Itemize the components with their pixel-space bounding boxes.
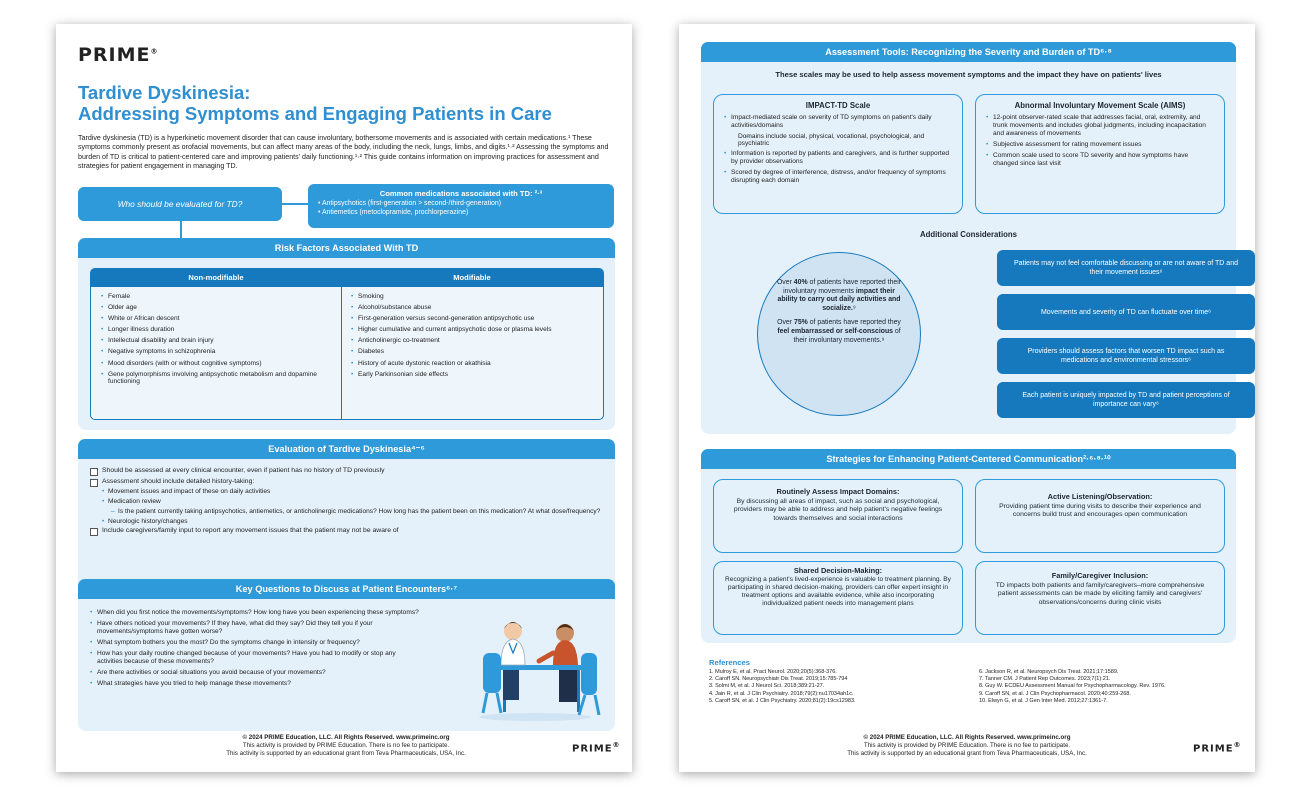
modifiable-list	[351, 293, 591, 382]
stat-text: of their involuntary movements.⁹	[793, 327, 901, 344]
aims-box	[975, 94, 1225, 214]
assessment-subtitle: These scales may be used to help assess movement symptoms and the impact they have on patients' lives	[775, 70, 1162, 79]
assessment-tools-header: Assessment Tools: Recognizing the Severity and Burden of TD⁶·⁸	[701, 42, 1236, 62]
evaluation-header: Evaluation of Tardive Dyskinesia⁴⁻⁶	[78, 439, 615, 459]
risk-factors-header: Risk Factors Associated With TD	[78, 238, 615, 258]
intro-paragraph: Tardive dyskinesia (TD) is a hyperkinetic movement disorder that can cause involuntary, bothersome movements and is associated with certain medications.¹ These symptoms commonly present as orofacial movements, but can affect many areas of the body, including the neck, lungs, limbs, and digits.¹·² Assessing the symptoms and burden of TD is critical to patient-centered care and improving patients' daily functioning.¹·² This guide contains information on improving practices for assessment and strategies for patient engagement in managing TD.	[78, 134, 609, 171]
strategies-header: Strategies for Enhancing Patient-Centered Communication²·⁶·⁸·¹⁰	[701, 449, 1236, 469]
reference-item: 10. Elwyn G, et al. J Gen Inter Med. 2012;27:1361-7.	[979, 697, 1108, 704]
reference-item: 2. Caroff SN. Neuropsychiatr Dis Treat. 2019;15:785-794	[709, 676, 848, 683]
additional-considerations-title: Additional Considerations	[919, 230, 1018, 239]
stat-text: Over	[777, 319, 794, 327]
question-item: • When did you first notice the movements/symptoms? How long have you been experiencing these symptoms?	[90, 609, 490, 617]
key-questions-header: Key Questions to Discuss at Patient Encounters⁶·⁷	[78, 579, 615, 599]
list-item: • Gene polymorphisms involving antipsychotic metabolism and dopamine functioning	[101, 371, 337, 387]
question-item: • Are there activities or social situations you avoid because of your movements?	[90, 669, 490, 677]
list-item: • Mood disorders (with or without cognitive symptoms)	[101, 360, 337, 368]
stat-emphasis: feel embarrassed or self-conscious	[777, 327, 893, 335]
checklist-item: Include caregivers/family input to report any movement issues that the patient may not be aware of	[90, 527, 605, 535]
strategy-title: Shared Decision-Making:	[793, 566, 883, 575]
column-divider	[341, 287, 342, 419]
consideration-item: Providers should assess factors that worsen TD impact such as medications and environmental stressors⁶	[997, 338, 1255, 374]
list-item: • 12-point observer-rated scale that addresses facial, oral, extremity, and trunk movements and includes global judgments, including incapacitation and awareness of movements	[986, 114, 1214, 137]
footer-copyright: © 2024 PRIME Education, LLC. All Rights Reserved. www.primeinc.org	[863, 734, 1071, 741]
footer-line-2: This activity is provided by PRIME Education. There is no fee to participate.	[863, 742, 1071, 749]
non-modifiable-list	[101, 293, 337, 390]
evaluation-checklist	[90, 467, 605, 538]
common-medications-box	[308, 184, 614, 228]
title-line-1: Tardive Dyskinesia:	[78, 82, 251, 103]
impact-td-box	[713, 94, 963, 214]
footer-line-2: This activity is provided by PRIME Education. There is no fee to participate.	[242, 742, 450, 749]
logo-text: PRIME	[78, 44, 151, 66]
reference-item: 1. Mulroy E, et al. Pract Neurol. 2020;20(5):368-376.	[709, 669, 837, 675]
checklist-subsubitem: – Is the patient currently taking antipsychotics, antiemetics, or anticholinergic medications? How long has the patient been on this medication? At what dose/frequency?	[90, 508, 605, 516]
assessment-tools-panel	[701, 42, 1236, 434]
question-item: • What symptom bothers you the most? Do the symptoms change in intensity or frequency?	[90, 639, 420, 647]
strategy-title: Active Listening/Observation:	[1047, 492, 1153, 501]
references-left	[709, 669, 969, 705]
page-title	[78, 82, 618, 124]
impact-td-title: IMPACT-TD Scale	[805, 101, 871, 110]
list-item: • Subjective assessment for rating movement issues	[986, 141, 1214, 149]
risk-factors-panel	[78, 238, 615, 430]
impact-td-list-2	[724, 150, 952, 184]
logo-mark: ®	[612, 741, 621, 749]
strategy-text: Providing patient time during visits to describe their experience and concerns build trust and encourages open communication	[999, 503, 1201, 519]
footer-line-3: This activity is supported by an educational grant from Teva Pharmaceuticals, USA, Inc.	[226, 750, 466, 757]
stat-ref: ⁹	[852, 304, 856, 312]
stat-75-percent	[774, 319, 904, 345]
list-item: • Impact-mediated scale on severity of TD symptoms on patient's daily activities/domains	[724, 114, 952, 130]
strategy-text: By discussing all areas of impact, such as social and psychological, providers may be able to address and help patient's negative feelings towards themselves and social interactions	[733, 498, 943, 522]
medication-item: • Antipsychotics (first-generation > second-/third-generation)	[318, 200, 502, 207]
reference-item: 8. Guy W. ECDEU Assessment Manual for Psychopharmacology. Rev. 1976.	[979, 683, 1166, 690]
page-1	[56, 24, 632, 772]
logo-text: PRIME	[572, 743, 613, 755]
stat-value: 40%	[793, 279, 808, 286]
checklist-subitem: • Neurologic history/changes	[90, 518, 605, 526]
list-item: • Information is reported by patients and caregivers, and is further supported by provider observations	[724, 150, 952, 166]
prime-logo	[78, 44, 159, 66]
stat-text: of patients have reported their involuntary movements	[783, 279, 902, 295]
list-item: • Higher cumulative and current antipsychotic dose or plasma levels	[351, 326, 591, 334]
list-item: • Alcohol/substance abuse	[351, 304, 591, 312]
prime-logo-footer	[572, 741, 621, 754]
logo-mark: ®	[1233, 741, 1242, 749]
statistics-circle	[757, 252, 921, 416]
question-item: • How has your daily routine changed because of your movements? Have you had to modify or stop any activities because of these movements?	[90, 650, 420, 666]
list-item: • Common scale used to score TD severity and how symptoms have changed since last visit	[986, 152, 1214, 168]
list-item: • Scored by degree of interference, distress, and/or frequency of symptoms disrupting each domain	[724, 169, 952, 185]
list-item: • Anticholinergic co-treatment	[351, 337, 591, 345]
list-item: • Female	[101, 293, 337, 301]
non-modifiable-header: Non-modifiable	[188, 273, 244, 282]
reference-item: 6. Jackson R, et al. Neuropsych Dis Treat. 2021;17:1589.	[979, 669, 1119, 675]
medication-text: Antiemetics (metoclopramide, prochlorperazine)	[321, 208, 469, 216]
references-title: References	[709, 658, 750, 667]
stat-text: Over	[776, 279, 794, 286]
stat-emphasis: impact their ability to carry out daily activities and socialize.	[777, 287, 901, 312]
stat-text: of patients have reported they	[807, 319, 901, 327]
checklist-subitem: • Medication review	[90, 498, 605, 506]
logo-mark: ®	[150, 47, 159, 56]
question-item: • Have others noticed your movements? If they have, what did they say? Did they tell you if your movements/symptoms have gotten worse?	[90, 620, 390, 636]
reference-item: 9. Caroff SN, et al. J Clin Psychopharmacol. 2020;40:259-268.	[979, 690, 1131, 697]
checklist-item: Assessment should include detailed history-taking:	[90, 478, 605, 486]
references-right	[979, 669, 1239, 705]
risk-table	[90, 268, 604, 420]
connector-line	[282, 203, 308, 205]
medication-text: Antipsychotics (first-generation > second-/third-generation)	[321, 200, 502, 207]
logo-text: PRIME	[1193, 743, 1234, 755]
questions-list	[90, 609, 490, 691]
reference-item: 5. Caroff SN, et al. J Clin Psychiatry. 2020;81(2):19cs12983.	[709, 697, 856, 704]
strategy-title: Family/Caregiver Inclusion:	[1051, 571, 1149, 580]
list-item: • History of acute dystonic reaction or akathisia	[351, 360, 591, 368]
title-line-2: Addressing Symptoms and Engaging Patients in Care	[78, 103, 552, 124]
strategy-active-listening	[975, 479, 1225, 553]
list-item: • Negative symptoms in schizophrenia	[101, 348, 337, 356]
medications-title: Common medications associated with TD: ²·³	[379, 189, 543, 198]
footer	[146, 734, 546, 758]
who-evaluated-box: Who should be evaluated for TD?	[78, 187, 282, 221]
key-questions-panel	[78, 579, 615, 731]
strategy-impact-domains	[713, 479, 963, 553]
reference-item: 4. Jain R, et al. J Clin Psychiatry. 2018;79(2):nu17034ah1c.	[709, 690, 854, 697]
stat-value: 75%	[793, 319, 808, 327]
footer	[767, 734, 1167, 758]
strategy-title: Routinely Assess Impact Domains:	[776, 487, 900, 496]
footer-line-3: This activity is supported by an educational grant from Teva Pharmaceuticals, USA, Inc.	[847, 750, 1087, 757]
list-item: • White or African descent	[101, 315, 337, 323]
reference-item: 3. Solmi M, et al. J Neurol Sci. 2018;389:21-27.	[709, 683, 825, 690]
list-item: • Diabetes	[351, 348, 591, 356]
stat-40-percent	[774, 279, 904, 313]
aims-list	[986, 114, 1214, 167]
consideration-item: Movements and severity of TD can fluctuate over time⁶	[997, 294, 1255, 330]
doctor-patient-illustration	[473, 613, 603, 723]
medication-item: • Antiemetics (metoclopramide, prochlorperazine)	[318, 208, 469, 216]
checklist-subitem: • Movement issues and impact of these on daily activities	[90, 488, 605, 496]
checklist-item: Should be assessed at every clinical encounter, even if patient has no history of TD previously	[90, 467, 605, 475]
evaluation-panel	[78, 439, 615, 592]
list-item: • Older age	[101, 304, 337, 312]
question-item: • What strategies have you tried to help manage these movements?	[90, 680, 490, 688]
page-2	[679, 24, 1255, 772]
footer-copyright: © 2024 PRIME Education, LLC. All Rights Reserved. www.primeinc.org	[242, 734, 450, 741]
list-item: • First-generation versus second-generation antipsychotic use	[351, 315, 591, 323]
list-item: • Intellectual disability and brain injury	[101, 337, 337, 345]
strategy-family-inclusion	[975, 561, 1225, 635]
impact-subitem	[724, 133, 952, 148]
list-item: • Early Parkinsonian side effects	[351, 371, 591, 379]
modifiable-header: Modifiable	[453, 273, 491, 282]
prime-logo-footer	[1193, 741, 1242, 754]
impact-td-list	[724, 114, 952, 130]
aims-title: Abnormal Involuntary Movement Scale (AIMS)	[1014, 101, 1186, 110]
strategy-shared-decision	[713, 561, 963, 635]
reference-item: 7. Tanner CM. J Patient Rep Outcomes. 2023;7(1):21.	[979, 676, 1111, 683]
strategy-text: TD impacts both patients and family/caregivers–more comprehensive patient assessments can be made by eliciting family and caregivers' observations/concerns during clinic visits	[995, 582, 1205, 606]
consideration-item: Each patient is uniquely impacted by TD and patient perceptions of importance can vary⁶	[997, 382, 1255, 418]
strategy-text: Recognizing a patient's lived-experience is valuable to treatment planning. By participating in shared decision-making, providers can offer expert insight in treatment options and available evidence, while also incorporating individualized patient needs into management plans	[725, 576, 951, 607]
list-item: • Longer illness duration	[101, 326, 337, 334]
list-item: • Smoking	[351, 293, 591, 301]
connector-line-vertical	[180, 221, 182, 239]
strategies-panel	[701, 449, 1236, 643]
consideration-item: Patients may not feel comfortable discussing or are not aware of TD and their movement issues⁶	[997, 250, 1255, 286]
impact-subitem-text: Domains include social, physical, vocational, psychological, and psychiatric	[738, 132, 925, 148]
